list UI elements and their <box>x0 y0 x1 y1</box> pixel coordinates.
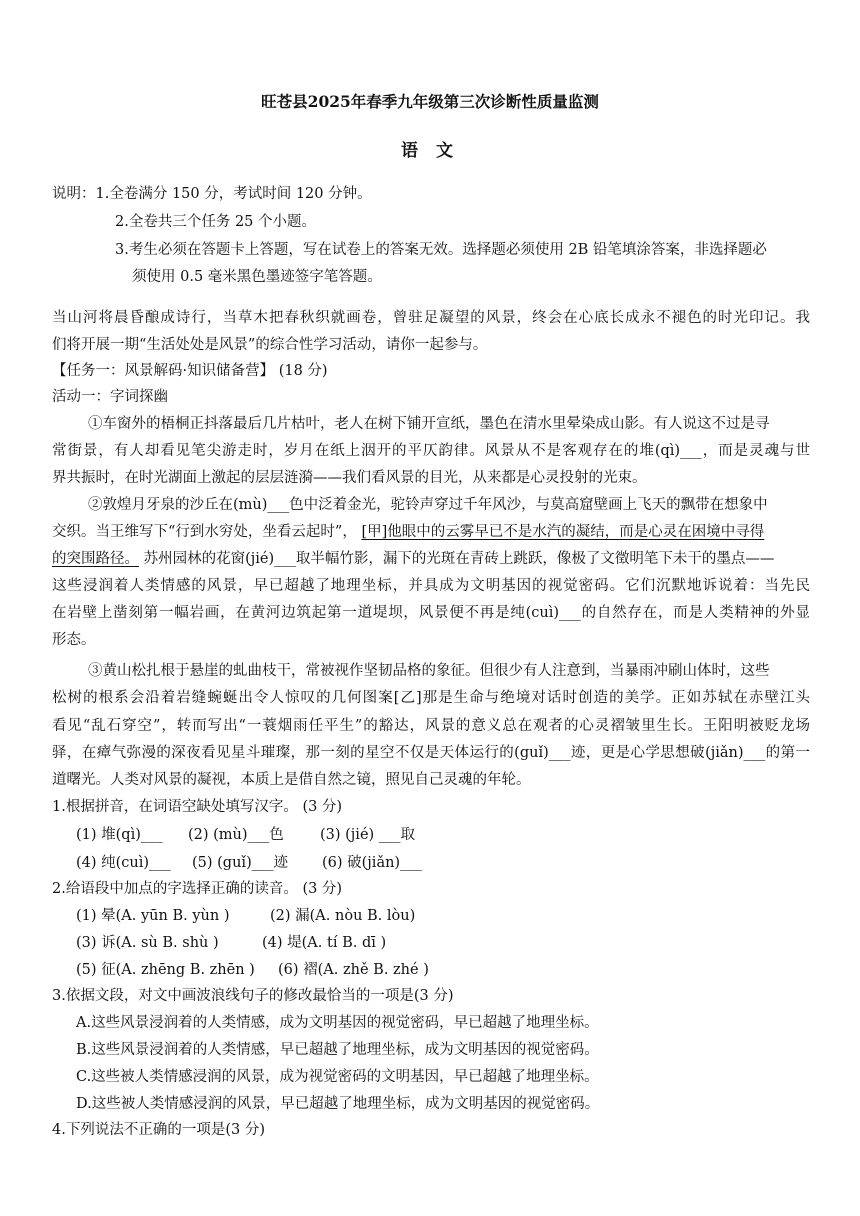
passage-p2-line <box>52 522 764 542</box>
question-3-option-a: A.这些风景浸润着的人类情感，成为文明基因的视觉密码，早已超越了地理坐标。 <box>76 1015 599 1031</box>
passage-p3-line: 驿，在瘴气弥漫的深夜看见星斗璀璨，那一刻的星空不仅是天体运行的(guǐ)___迹，更是心学思想破(jiǎn)___的第一 <box>52 745 810 761</box>
instruction-line-1: 说明：1.全卷满分 150 分，考试时间 120 分钟。 <box>52 186 372 202</box>
question-3-stem: 3.依据文段，对文中画波浪线句子的修改最恰当的一项是(3 分) <box>52 988 454 1004</box>
passage-p2-text: 苏州园林的花窗(jié)___取半幅竹影，漏下的光斑在青砖上跳跃，像极了文徵明笔下未干的墨点—— <box>143 551 775 567</box>
intro-line-2: 们将开展一期“生活处处是风景”的综合性学习活动，请你一起参与。 <box>52 337 488 353</box>
activity1-heading: 活动一：字词探幽 <box>52 389 168 405</box>
passage-p2-line: 这些浸润着人类情感的风景，早已超越了地理坐标，并具成为文明基因的视觉密码。它们沉默地诉说着：当先民 <box>52 578 810 594</box>
wavy-underlined-sentence-jia: [甲]他眼中的云雾早已不是水汽的凝结，而是心灵在困境中寻得 <box>361 524 765 540</box>
exam-title: 旺苍县2025年春季九年级第三次诊断性质量监测 <box>261 92 599 111</box>
question-2-item: (4) 堤(A. tí B. dī ) <box>262 935 387 951</box>
question-3-option-d: D.这些被人类情感浸润的风景，早已超越了地理坐标，成为文明基因的视觉密码。 <box>76 1096 600 1112</box>
instruction-line-2: 2.全卷共三个任务 25 个小题。 <box>115 214 317 230</box>
question-2-item: (5) 征(A. zhēng B. zhēn ) <box>76 962 255 978</box>
question-1-item: (1) 堆(qì)___ <box>76 827 163 843</box>
passage-p1-line: 界共振时，在时光湖面上激起的层层涟漪——我们看风景的目光，从来都是心灵投射的光束。 <box>52 470 647 486</box>
passage-p3-line: 松树的根系会沿着岩缝蜿蜒出令人惊叹的几何图案[乙]那是生命与绝境对话时创造的美学。正如苏轼在赤壁江头 <box>52 690 810 706</box>
question-2-item: (6) 褶(A. zhě B. zhé ) <box>278 962 429 978</box>
question-3-option-b: B.这些风景浸润着的人类情感，早已超越了地理坐标，成为文明基因的视觉密码。 <box>76 1042 599 1058</box>
passage-p2-line: 在岩壁上凿刻第一幅岩画，在黄河边筑起第一道堤坝，风景便不再是纯(cuì)___的自然存在，而是人类精神的外显 <box>52 605 810 621</box>
question-2-item: (3) 诉(A. sù B. shù ) <box>76 935 219 951</box>
passage-p2-line: ②敦煌月牙泉的沙丘在(mù)___色中泛着金光，驼铃声穿过千年风沙，与莫高窟壁画上飞天的飘带在想象中 <box>88 497 768 513</box>
question-1-item: (6) 破(jiǎn)___ <box>322 855 422 871</box>
question-4-stem: 4.下列说法不正确的一项是(3 分) <box>52 1122 265 1138</box>
passage-p3-line: ③黄山松扎根于悬崖的虬曲枝干，常被视作坚韧品格的象征。但很少有人注意到，当暴雨冲刷山体时，这些 <box>88 663 770 679</box>
passage-p3-line: 看见“乱石穿空”，转而写出“一蓑烟雨任平生”的豁达，风景的意义总在观者的心灵褶皱里生长。王阳明被贬龙场 <box>52 718 810 734</box>
task1-heading: 【任务一：风景解码·知识储备营】 (18 分) <box>52 363 328 379</box>
passage-p2-line <box>52 549 774 569</box>
question-1-item: (2) (mù)___色 <box>188 827 284 843</box>
wavy-underlined-sentence-jia-cont: 的突围路径。 <box>52 551 139 567</box>
question-1-item: (3) (jié) ___取 <box>320 827 416 843</box>
intro-line-1: 当山河将晨昏酿成诗行，当草木把春秋织就画卷，曾驻足凝望的风景，终会在心底长成永不褪色的时光印记。我 <box>52 310 810 326</box>
passage-p1-line: 常街景，有人却看见笔尖游走时，岁月在纸上洇开的平仄韵律。风景从不是客观存在的堆(qì)___，而是灵魂与世 <box>52 443 810 459</box>
question-1-item: (4) 纯(cuì)___ <box>76 855 171 871</box>
question-2-item: (2) 漏(A. nòu B. lòu) <box>270 908 416 924</box>
question-3-option-c: C.这些被人类情感浸润的风景，成为视觉密码的文明基因，早已超越了地理坐标。 <box>76 1069 599 1085</box>
question-1-item: (5) (guǐ)___迹 <box>192 855 288 871</box>
passage-p2-line: 形态。 <box>52 632 96 648</box>
passage-p3-line: 道曙光。人类对风景的凝视，本质上是借自然之镜，照见自己灵魂的年轮。 <box>52 772 531 788</box>
question-1-stem: 1.根据拼音，在词语空缺处填写汉字。 (3 分) <box>52 799 343 815</box>
passage-p2-text: 交织。当王维写下“行到水穷处，坐看云起时”， <box>52 524 357 540</box>
passage-p1-line: ①车窗外的梧桐正抖落最后几片枯叶，老人在树下铺开宣纸，墨色在清水里晕染成山影。有人说这不过是寻 <box>88 416 770 432</box>
question-2-stem: 2.给语段中加点的字选择正确的读音。 (3 分) <box>52 881 343 897</box>
instruction-line-3: 3.考生必须在答题卡上答题，写在试卷上的答案无效。选择题必须使用 2B 铅笔填涂答案，非选择题必 <box>115 242 767 258</box>
instruction-line-3-cont: 须使用 0.5 毫米黑色墨迹签字笔答题。 <box>132 269 382 285</box>
subject-title: 语 文 <box>401 141 459 161</box>
question-2-item: (1) 晕(A. yūn B. yùn ) <box>76 908 230 924</box>
